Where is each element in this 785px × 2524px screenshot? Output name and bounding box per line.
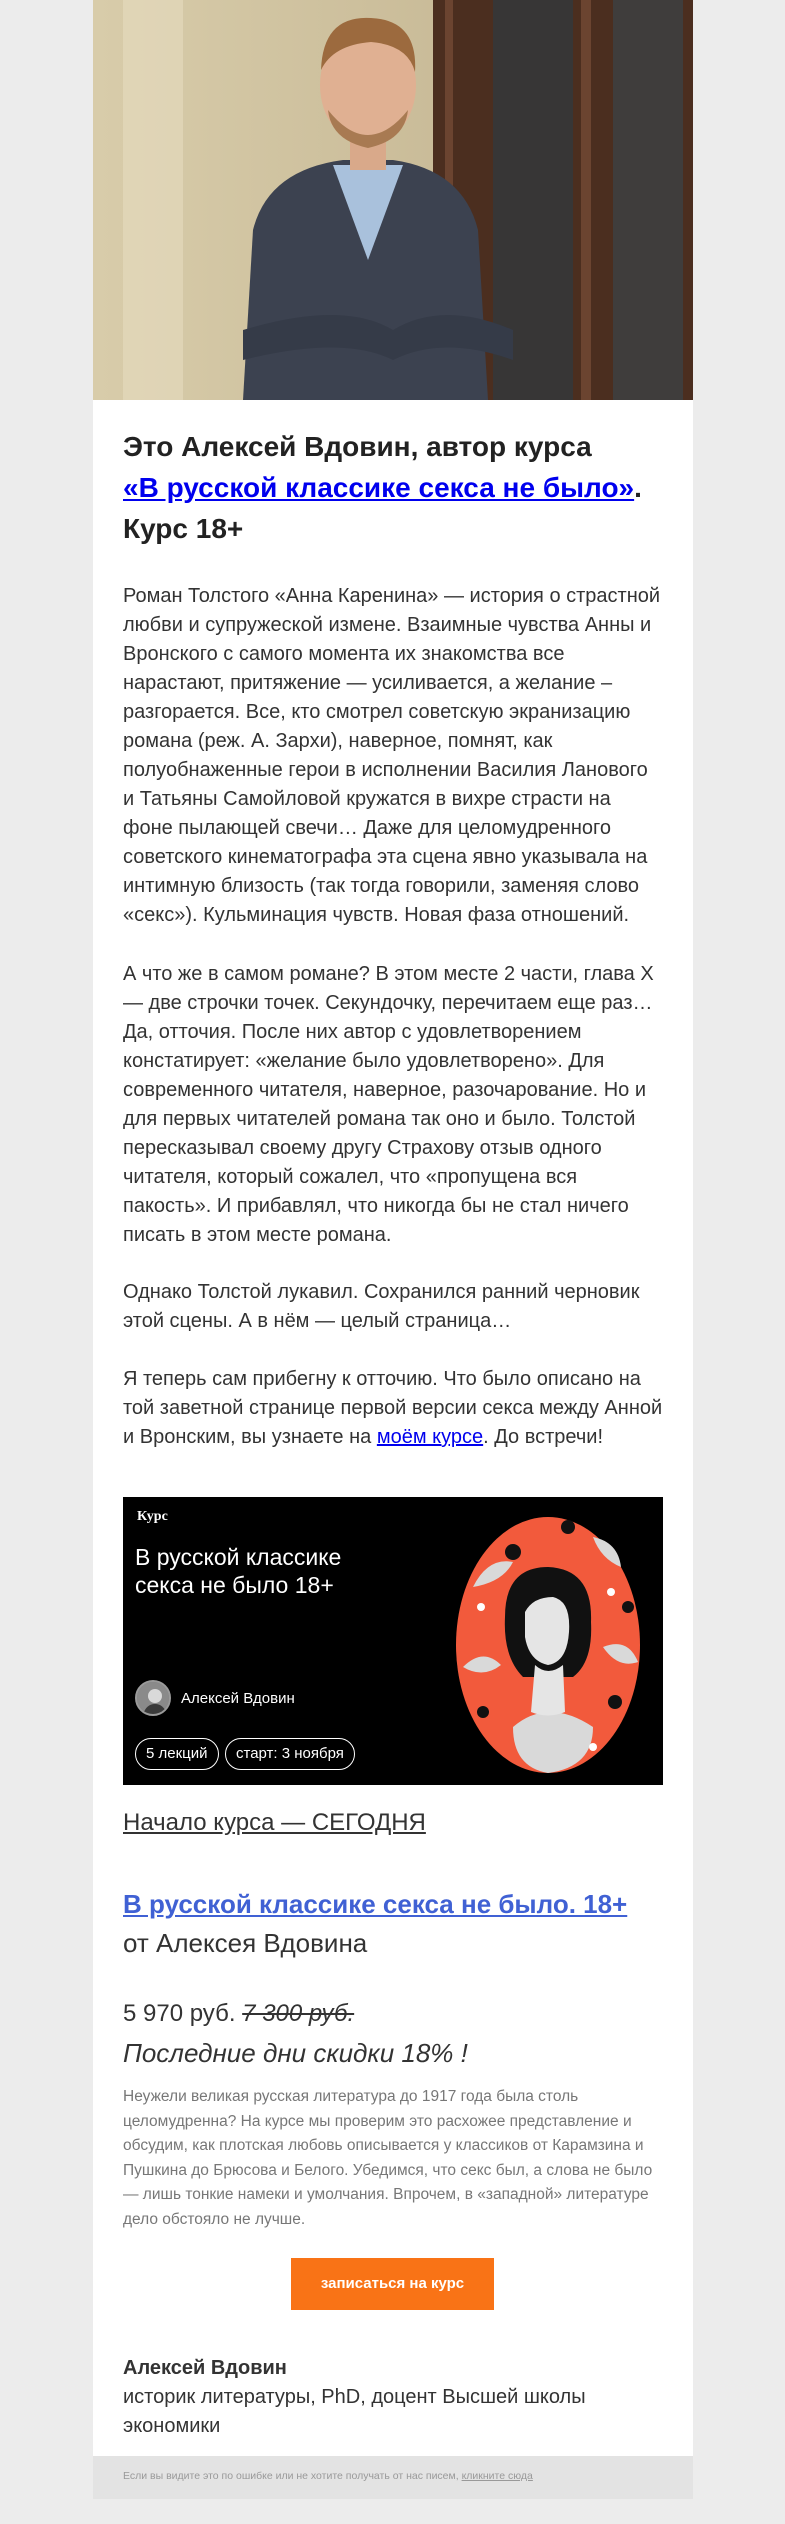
body-paragraph-4 (123, 1365, 663, 1452)
my-course-link[interactable]: моём курсе (376, 1426, 484, 1448)
course-info (123, 1885, 663, 1963)
heading-line-1: Это Алексей Вдовин, автор курса (123, 431, 592, 462)
course-description: Неужели великая русская литература до 1917 года была столь целомудренна? На курсе мы проверим это расхожее представление и обсудим, как плотская любовь описывается у классиков от Карамзина и Пушкина до Брюсова и Белого. Убедимся, что секс был, а слова не было — лишь тонкие намеки и умолчания. Впрочем, в «западной» литературе дело обстояло не лучше. (123, 2088, 653, 2228)
hero-photo (93, 0, 693, 400)
anna-karenina-illustration (443, 1497, 663, 1785)
course-author: от Алексея Вдовина (123, 1928, 368, 1958)
p4-text-before: Я теперь сам прибегну к отточию. Что было описано на той заветной странице первой версии секса между Анной и Вронским, вы узнаете на (123, 1368, 663, 1448)
unsubscribe-link[interactable]: кликните сюда (461, 2470, 533, 2482)
footer-message: Если вы видите это по ошибке или не хотите получать от нас писем, (123, 2470, 462, 2482)
intro-heading (123, 426, 663, 549)
start-date-pill: старт: 3 ноября (225, 1738, 355, 1770)
email-sheet (93, 0, 693, 2498)
enroll-button[interactable]: записаться на курс (291, 2258, 494, 2310)
price-block (123, 2000, 354, 2028)
body-paragraph-3: Однако Толстой лукавил. Сохранился ранний черновик этой сцены. А в нём — целый страница… (123, 1281, 640, 1332)
lectures-pill: 5 лекций (135, 1738, 219, 1770)
banner-title: В русской классике секса не было 18+ (135, 1544, 342, 1598)
signature-role: историк литературы, PhD, доцент Высшей школы экономики (123, 2386, 586, 2437)
course-title-link[interactable]: «В русской классике секса не было» (123, 472, 635, 503)
banner-author-name: Алексей Вдовин (181, 1690, 295, 1707)
current-price: 5 970 руб. (123, 2000, 236, 2027)
body-paragraph-1: Роман Толстого «Анна Каренина» — история о страстной любви и супружеской измене. Взаимные чувства Анны и Вронского с самого момента их знакомства все нарастают, притяжение — усиливается, а желание – разгорается. Все, кто смотрел советскую экранизацию романа (реж. А. Зархи), наверное, помнят, как полуобнаженные герои в исполнении Василия Ланового и Татьяны Самойловой кружатся в вихре страсти на фоне пылающей свечи… Даже для целомудренного советского кинематографа эта сцена явно указывала на интимную близость (так тогда говорили, заменяя слово «секс»). Кульминация чувств. Новая фаза отношений. (123, 585, 661, 926)
course-name-link[interactable]: В русской классике секса не было. 18+ (123, 1889, 628, 1919)
course-banner[interactable] (123, 1497, 663, 1785)
avatar-illustration (137, 1682, 171, 1716)
signature-name: Алексей Вдовин (123, 2357, 287, 2379)
footer (93, 2456, 693, 2499)
author-avatar (135, 1680, 171, 1716)
author-photo-illustration (93, 0, 693, 400)
banner-logo: Курс (137, 1509, 168, 1524)
body-paragraph-2: А что же в самом романе? В этом месте 2 части, глава X — две строчки точек. Секундочку, перечитаем еще раз… Да, отточия. После них автор с удовлетворением констатирует: «желание было удовлетворено». Для современного читателя, наверное, разочарование. Но и для первых читателей романа так оно и было. Толстой пересказывал своему другу Страхову отзыв одного читателя, который сожалел, что «пропущена вся пакость». И прибавлял, что никогда бы не стал ничего писать в этом месте романа. (123, 963, 654, 1246)
discount-note: Последние дни скидки 18% ! (123, 2038, 468, 2068)
p4-text-after: . До встречи! (483, 1426, 604, 1448)
heading-dot: . (634, 472, 642, 503)
old-price: 7 300 руб. (242, 2000, 355, 2027)
footer-text (123, 2470, 533, 2482)
course-start-link[interactable]: Начало курса — СЕГОДНЯ (123, 1809, 426, 1836)
age-rating: Курс 18+ (123, 513, 244, 544)
